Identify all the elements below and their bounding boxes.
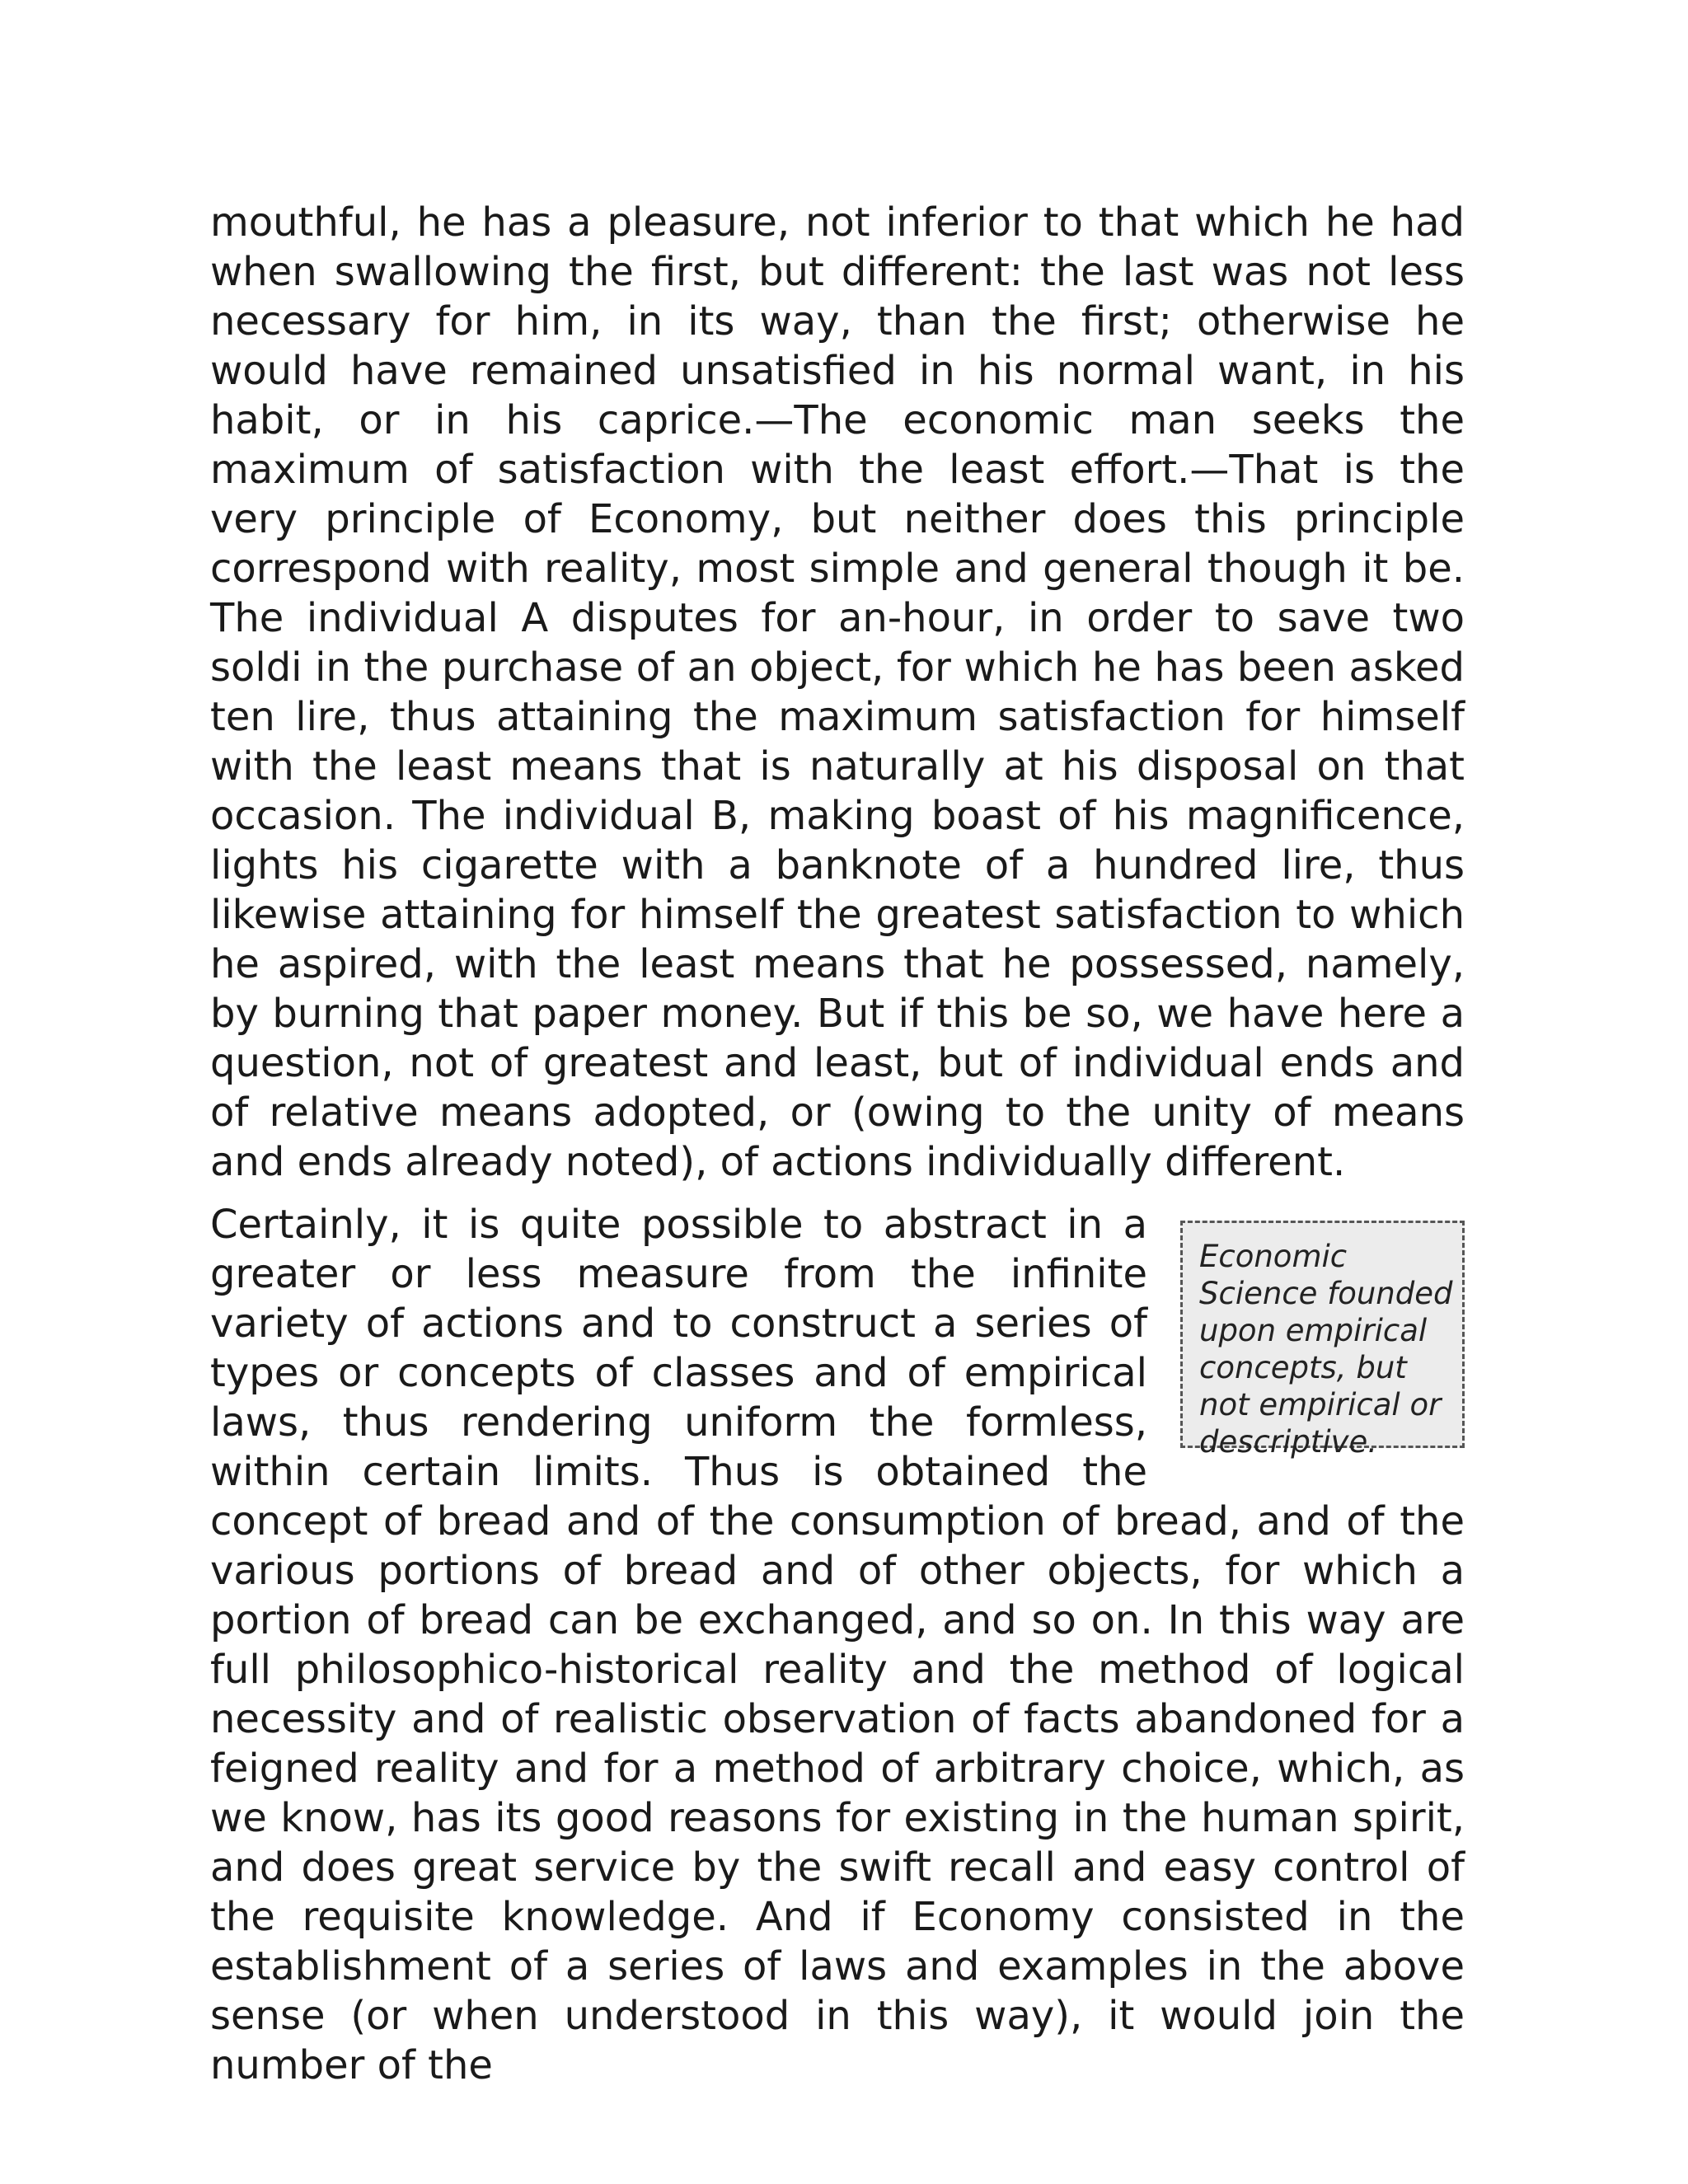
body-text	[210, 198, 1465, 2090]
paragraph-2: Certainly, it is quite possible to abstract in a greater or less measure from the infinite variety of actions and to construct a series of types or concepts of classes and of empirical laws, thus rendering uniform the formless, within certain limits. Thus is obtained the concept of bread and of the consumption of bread, and of the various portions of bread and of other objects, for which a portion of bread can be exchanged, and so on. In this way are full philosophico-historical reality and the method of logical necessity and of realistic observation of facts abandoned for a feigned reality and for a method of arbitrary choice, which, as we know, has its good reasons for existing in the human spirit, and does great service by the swift recall and easy control of the requisite knowledge. And if Economy consisted in the establishment of a series of laws and examples in the above sense (or when understood in this way), it would join the number of the	[210, 1202, 1465, 2088]
paragraph-1: mouthful, he has a pleasure, not inferior to that which he had when swallowing the first, but different: the last was not less necessary for him, in its way, than the first; otherwise he would have remained unsatisfied in his normal want, in his habit, or in his caprice.—The economic man seeks the maximum of satisfaction with the least effort.—That is the very principle of Economy, but neither does this principle correspond with reality, most simple and general though it be. The individual A disputes for an-hour, in order to save two soldi in the purchase of an object, for which he has been asked ten lire, thus attaining the maximum satisfaction for himself with the least means that is naturally at his disposal on that occasion. The individual B, making boast of his magnificence, lights his cigarette with a banknote of a hundred lire, thus likewise attaining for himself the greatest satisfaction to which he aspired, with the least means that he possessed, namely, by burning that paper money. But if this be so, we have here a question, not of greatest and least, but of individual ends and of relative means adopted, or (owing to the unity of means and ends already noted), of actions individually different.	[210, 199, 1465, 1185]
margin-note: Economic Science founded upon empirical concepts, but not empirical or descriptive.	[1180, 1221, 1465, 1448]
